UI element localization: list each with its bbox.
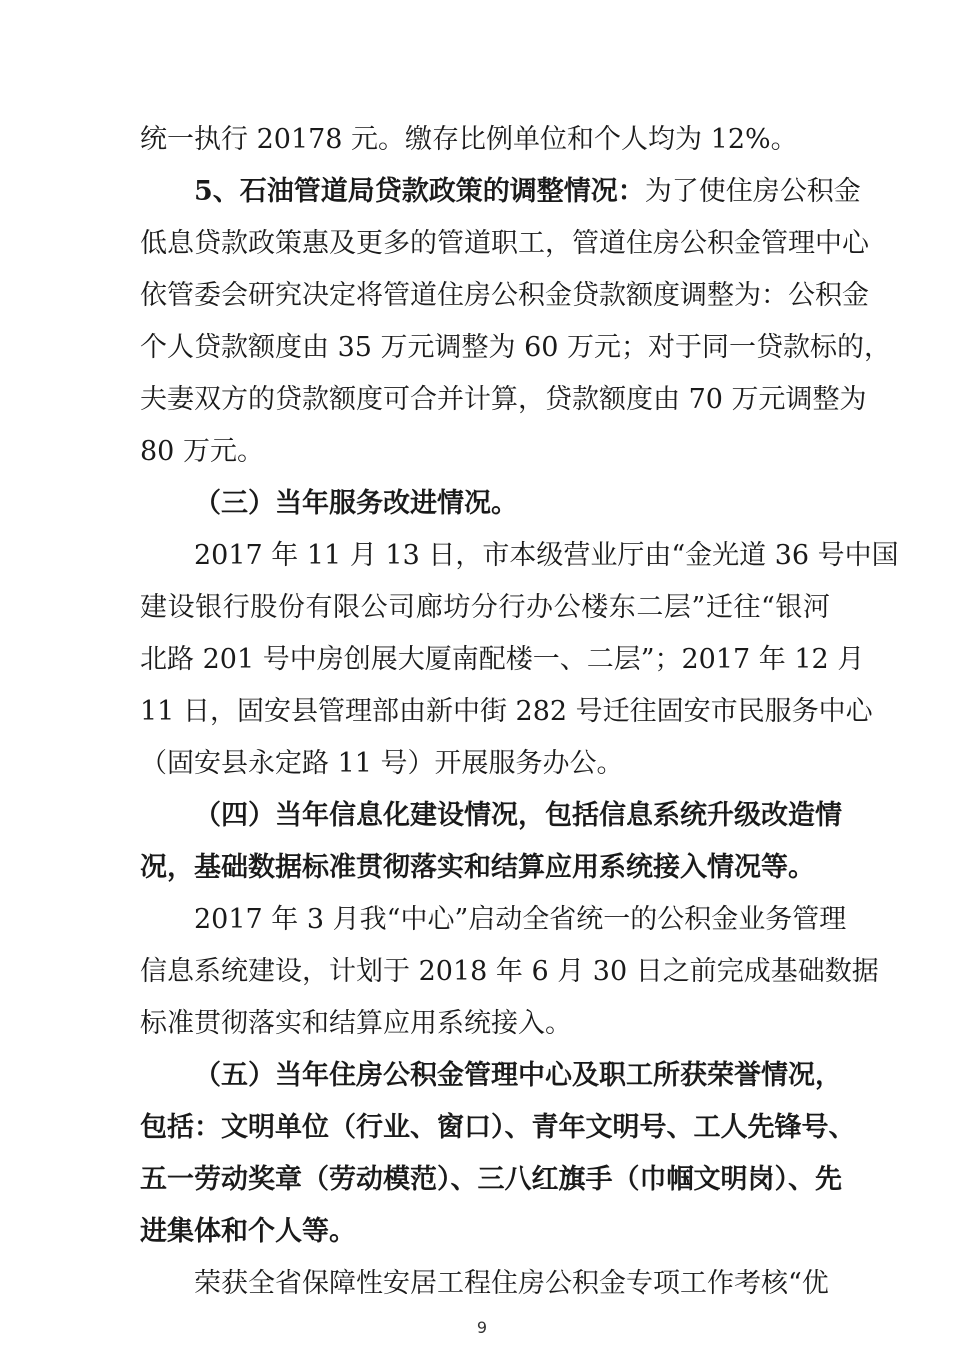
text-line: 依管委会研究决定将管道住房公积金贷款额度调整为：公积金 [140, 280, 869, 311]
text-line: 北路 201 号中房创展大厦南配楼一、二层”；2017 年 12 月 [140, 644, 865, 675]
text-line: 11 日，固安县管理部由新中街 282 号迁往固安市民服务中心 [140, 696, 873, 727]
text-line: 2017 年 11 月 13 日，市本级营业厅由“金光道 36 号中国 [194, 540, 899, 571]
section-heading: 进集体和个人等。 [140, 1216, 356, 1247]
text-line [194, 174, 861, 210]
text-line: 夫妻双方的贷款额度可合并计算，贷款额度由 70 万元调整为 [140, 384, 867, 415]
section-heading: 五一劳动奖章（劳动模范）、三八红旗手（巾帼文明岗）、先 [140, 1164, 842, 1195]
text-line: 低息贷款政策惠及更多的管道职工，管道住房公积金管理中心 [140, 228, 869, 259]
section-heading: 5、石油管道局贷款政策的调整情况： [194, 176, 645, 207]
page-number: 9 [476, 1318, 488, 1337]
text-line: 建设银行股份有限公司廊坊分行办公楼东二层”迁往“银河 [140, 592, 830, 623]
text-line: 80 万元。 [140, 436, 264, 467]
section-heading: （三）当年服务改进情况。 [194, 488, 518, 519]
text-line: 统一执行 20178 元。缴存比例单位和个人均为 12%。 [140, 124, 798, 155]
section-heading: 况，基础数据标准贯彻落实和结算应用系统接入情况等。 [140, 852, 815, 883]
text-line: 个人贷款额度由 35 万元调整为 60 万元；对于同一贷款标的， [140, 332, 892, 363]
text-segment: 为了使住房公积金 [644, 176, 861, 207]
text-line: 标准贯彻落实和结算应用系统接入。 [140, 1008, 572, 1039]
section-heading: （五）当年住房公积金管理中心及职工所获荣誉情况， [194, 1060, 842, 1091]
text-line: 信息系统建设，计划于 2018 年 6 月 30 日之前完成基础数据 [140, 956, 879, 987]
text-line: 荣获全省保障性安居工程住房公积金专项工作考核“优 [194, 1268, 829, 1299]
text-line: （固安县永定路 11 号）开展服务办公。 [140, 748, 624, 779]
section-heading: 包括：文明单位（行业、窗口）、青年文明号、工人先锋号、 [140, 1112, 856, 1143]
section-heading: （四）当年信息化建设情况，包括信息系统升级改造情 [194, 800, 842, 831]
text-line: 2017 年 3 月我“中心”启动全省统一的公积金业务管理 [194, 904, 847, 935]
